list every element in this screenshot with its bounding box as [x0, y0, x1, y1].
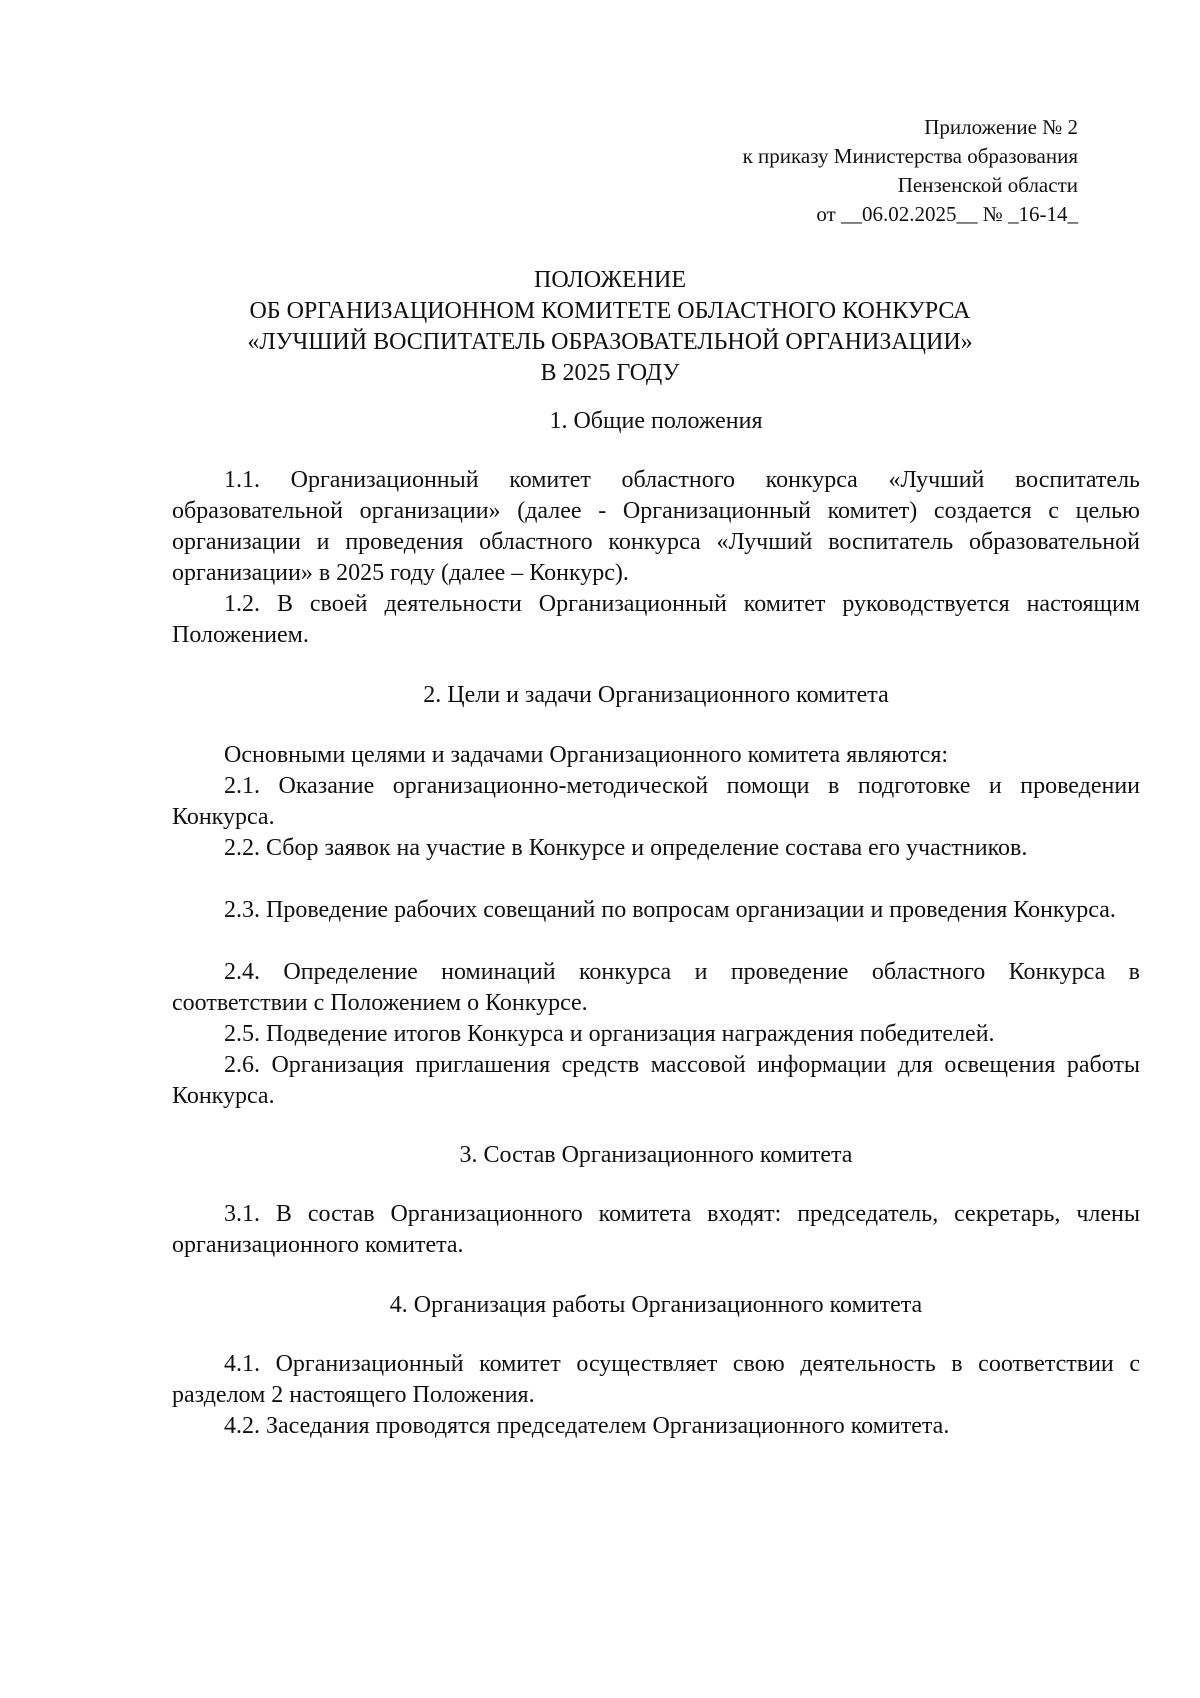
- approval-line-4: от __06.02.2025__ № _16-14_: [816, 202, 1078, 226]
- section-3-heading: 3. Состав Организационного комитета: [459, 1142, 853, 1168]
- paragraph-2-2: 2.2. Сбор заявок на участие в Конкурсе и определение состава его участников.: [224, 835, 1028, 861]
- paragraph-2-3: 2.3. Проведение рабочих совещаний по вопросам организации и проведения Конкурса.: [224, 897, 1116, 923]
- approval-line-3: Пензенской области: [897, 173, 1078, 197]
- section-4-heading: 4. Организация работы Организационного комитета: [389, 1292, 923, 1318]
- title-line-2: ОБ ОРГАНИЗАЦИОННОМ КОМИТЕТЕ ОБЛАСТНОГО КОНКУРСА: [249, 298, 971, 324]
- paragraph-4-2: 4.2. Заседания проводятся председателем Организационного комитета.: [224, 1413, 950, 1439]
- approval-line-1: Приложение № 2: [924, 115, 1078, 139]
- title-line-3: «ЛУЧШИЙ ВОСПИТАТЕЛЬ ОБРАЗОВАТЕЛЬНОЙ ОРГАНИЗАЦИИ»: [247, 329, 973, 355]
- section-2-heading: 2. Цели и задачи Организационного комитета: [423, 682, 889, 708]
- paragraph-1-1: 1.1. Организационный комитет областного конкурса «Лучший воспитатель образовательной организации» (далее - Организационный комитет) создается с целью организации и проведения областного конкурса «Лучший воспитатель образовательной организации» в 2025 году (далее – Конкурс).: [172, 467, 1140, 586]
- paragraph-4-1: 4.1. Организационный комитет осуществляет свою деятельность в соответствии с разделом 2 настоящего Положения.: [172, 1351, 1140, 1408]
- title-line-4: В 2025 ГОДУ: [540, 360, 680, 386]
- section-2-intro: Основными целями и задачами Организационного комитета являются:: [224, 742, 949, 768]
- paragraph-1-2: 1.2. В своей деятельности Организационный комитет руководствуется настоящим Положением.: [172, 591, 1140, 648]
- approval-block: [743, 113, 1078, 229]
- section-1-heading: 1. Общие положения: [549, 408, 763, 434]
- paragraph-2-5: 2.5. Подведение итогов Конкурса и организация награждения победителей.: [224, 1021, 995, 1047]
- paragraph-3-1: 3.1. В состав Организационного комитета входят: председатель, секретарь, члены организационного комитета.: [172, 1201, 1140, 1258]
- paragraph-2-4: 2.4. Определение номинаций конкурса и проведение областного Конкурса в соответствии с Положением о Конкурсе.: [172, 959, 1140, 1016]
- paragraph-2-6: 2.6. Организация приглашения средств массовой информации для освещения работы Конкурса.: [172, 1052, 1140, 1109]
- document-title: [160, 265, 1060, 389]
- paragraph-2-1: 2.1. Оказание организационно-методической помощи в подготовке и проведении Конкурса.: [172, 773, 1140, 830]
- approval-line-2: к приказу Министерства образования: [742, 144, 1078, 168]
- title-line-1: ПОЛОЖЕНИЕ: [534, 267, 686, 293]
